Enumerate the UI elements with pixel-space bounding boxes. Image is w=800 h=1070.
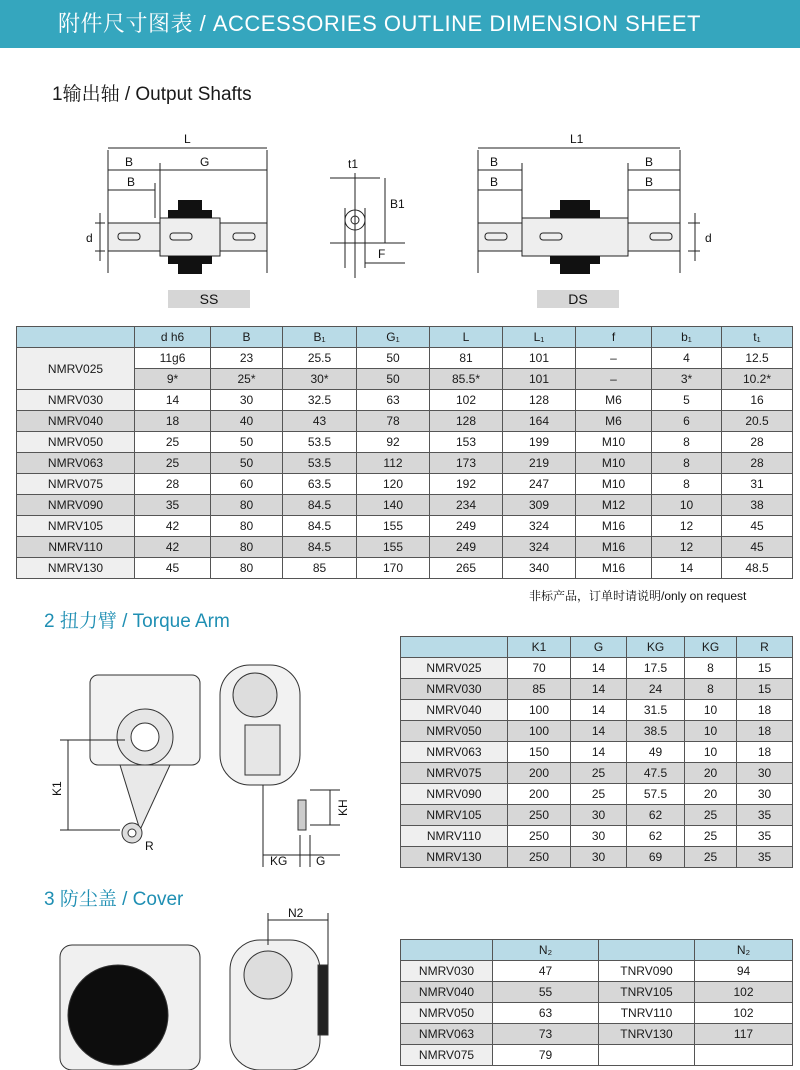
table-cell: 84.5 bbox=[283, 516, 357, 537]
table-cell: 340 bbox=[503, 558, 576, 579]
table-cell: 250 bbox=[508, 847, 571, 868]
table-cell: 128 bbox=[430, 411, 503, 432]
model-cell: NMRV063 bbox=[401, 1024, 493, 1045]
table-cell: 79 bbox=[493, 1045, 599, 1066]
table-row bbox=[401, 961, 793, 982]
request-note: 非标产品，订单时请说明/only on request bbox=[529, 589, 747, 603]
table-cell: 32.5 bbox=[283, 390, 357, 411]
dim-label-F: F bbox=[378, 247, 386, 261]
header-cell: KG bbox=[685, 637, 737, 658]
header-cell: L bbox=[430, 327, 503, 348]
model-cell: NMRV110 bbox=[401, 826, 508, 847]
table-cell: 18 bbox=[135, 411, 211, 432]
table-cell: 63.5 bbox=[283, 474, 357, 495]
header-cell bbox=[599, 940, 695, 961]
table-cell: 25* bbox=[211, 369, 283, 390]
table-cell: 25 bbox=[571, 784, 627, 805]
header-cell bbox=[401, 940, 493, 961]
header-cell: f bbox=[576, 327, 652, 348]
table-cell: 50 bbox=[357, 369, 430, 390]
table-cell: 28 bbox=[722, 453, 793, 474]
model-cell: NMRV130 bbox=[401, 847, 508, 868]
model-cell: NMRV050 bbox=[401, 721, 508, 742]
table-cell: 35 bbox=[737, 847, 793, 868]
table-cell: 140 bbox=[357, 495, 430, 516]
table-row bbox=[401, 679, 793, 700]
table-cell: M6 bbox=[576, 390, 652, 411]
table-cell: 85 bbox=[508, 679, 571, 700]
table-cell: 102 bbox=[695, 1003, 793, 1024]
table-row bbox=[17, 411, 793, 432]
dim-label-ds-d: d bbox=[705, 231, 712, 245]
header-cell: B₁ bbox=[283, 327, 357, 348]
table-cell: 42 bbox=[135, 516, 211, 537]
table-cell: 35 bbox=[737, 826, 793, 847]
table-cell: 38.5 bbox=[627, 721, 685, 742]
table-cell: 8 bbox=[685, 679, 737, 700]
table-cell: 53.5 bbox=[283, 432, 357, 453]
table-cell: 10 bbox=[685, 721, 737, 742]
table-cell: 30 bbox=[211, 390, 283, 411]
page-header: 附件尺寸图表 / ACCESSORIES OUTLINE DIMENSION SHEET bbox=[0, 0, 800, 48]
header-cell: K1 bbox=[508, 637, 571, 658]
table-row bbox=[401, 826, 793, 847]
table-cell: 8 bbox=[685, 658, 737, 679]
model-cell: NMRV075 bbox=[401, 1045, 493, 1066]
table-cell: 117 bbox=[695, 1024, 793, 1045]
table-row bbox=[401, 1045, 793, 1066]
table-cell: M12 bbox=[576, 495, 652, 516]
header-cell: G bbox=[571, 637, 627, 658]
table-cell: 62 bbox=[627, 826, 685, 847]
dim-label-ds-B: B bbox=[490, 175, 499, 189]
table-cell: M16 bbox=[576, 537, 652, 558]
table-row bbox=[17, 558, 793, 579]
table-cell: 12 bbox=[652, 537, 722, 558]
table-cell: 10 bbox=[685, 742, 737, 763]
table-cell: 164 bbox=[503, 411, 576, 432]
table-cell: 200 bbox=[508, 784, 571, 805]
dim-label-d: d bbox=[86, 231, 93, 245]
table-cell: 324 bbox=[503, 516, 576, 537]
model-cell: NMRV030 bbox=[401, 679, 508, 700]
ss-label: SS bbox=[168, 290, 250, 308]
table-cell: 25 bbox=[135, 432, 211, 453]
table-cell bbox=[599, 1045, 695, 1066]
table-cell: 25.5 bbox=[283, 348, 357, 369]
dim-label-L1: L1 bbox=[570, 132, 584, 146]
table-cell: 265 bbox=[430, 558, 503, 579]
model-cell: NMRV063 bbox=[17, 453, 135, 474]
table-cell: 25 bbox=[571, 763, 627, 784]
table-cell: 14 bbox=[571, 700, 627, 721]
table-row bbox=[17, 495, 793, 516]
table-cell: 30 bbox=[571, 805, 627, 826]
table-cell: 50 bbox=[357, 348, 430, 369]
header-cell: N₂ bbox=[695, 940, 793, 961]
header-cell: t₁ bbox=[722, 327, 793, 348]
table-cell: TNRV110 bbox=[599, 1003, 695, 1024]
table-cell: 63 bbox=[357, 390, 430, 411]
table-cell: 173 bbox=[430, 453, 503, 474]
table-cell: – bbox=[576, 348, 652, 369]
dim-label-ds-B-right: B bbox=[645, 175, 654, 189]
model-cell: NMRV075 bbox=[401, 763, 508, 784]
table-cell: 31.5 bbox=[627, 700, 685, 721]
model-cell: NMRV075 bbox=[17, 474, 135, 495]
table-cell: 23 bbox=[211, 348, 283, 369]
table-cell: 92 bbox=[357, 432, 430, 453]
cover-table bbox=[400, 939, 793, 1066]
table-cell: 14 bbox=[135, 390, 211, 411]
table-row bbox=[17, 516, 793, 537]
model-cell: NMRV040 bbox=[17, 411, 135, 432]
torque-arm-drawings bbox=[20, 645, 380, 875]
table-row bbox=[401, 1024, 793, 1045]
dim-label-ds-B1: B bbox=[490, 155, 499, 169]
table-cell: 120 bbox=[357, 474, 430, 495]
table-cell: 25 bbox=[135, 453, 211, 474]
table-cell: 81 bbox=[430, 348, 503, 369]
table-cell: 63 bbox=[493, 1003, 599, 1024]
table-cell: 45 bbox=[722, 516, 793, 537]
table-cell: 78 bbox=[357, 411, 430, 432]
model-cell: NMRV025 bbox=[17, 348, 135, 390]
table-cell: 35 bbox=[737, 805, 793, 826]
table-cell: 18 bbox=[737, 700, 793, 721]
table-row bbox=[401, 763, 793, 784]
model-cell: NMRV050 bbox=[401, 1003, 493, 1024]
table-cell: 45 bbox=[722, 537, 793, 558]
header-cell: d h6 bbox=[135, 327, 211, 348]
table-row bbox=[401, 700, 793, 721]
header-cell bbox=[17, 327, 135, 348]
model-cell: NMRV040 bbox=[401, 982, 493, 1003]
model-cell: NMRV030 bbox=[401, 961, 493, 982]
cover-drawings bbox=[40, 905, 360, 1070]
table-cell: 80 bbox=[211, 558, 283, 579]
table-cell: 102 bbox=[430, 390, 503, 411]
table-cell: 250 bbox=[508, 826, 571, 847]
table-cell: 84.5 bbox=[283, 495, 357, 516]
table-cell: 250 bbox=[508, 805, 571, 826]
dim-label-KG: KG bbox=[270, 854, 288, 868]
table-row bbox=[401, 721, 793, 742]
table-cell: 8 bbox=[652, 453, 722, 474]
ds-label: DS bbox=[537, 290, 619, 308]
table-row bbox=[401, 742, 793, 763]
dim-label-KH: KH bbox=[336, 799, 350, 816]
table-cell: 12.5 bbox=[722, 348, 793, 369]
table-cell: M10 bbox=[576, 474, 652, 495]
dim-label-t1: t1 bbox=[348, 157, 359, 171]
table-cell: 100 bbox=[508, 721, 571, 742]
table-cell: 30 bbox=[737, 763, 793, 784]
table-cell: 84.5 bbox=[283, 537, 357, 558]
header-cell: R bbox=[737, 637, 793, 658]
table-cell: 20.5 bbox=[722, 411, 793, 432]
model-cell: NMRV030 bbox=[17, 390, 135, 411]
dim-label-R: R bbox=[145, 839, 154, 853]
table-row bbox=[17, 474, 793, 495]
table-cell: 199 bbox=[503, 432, 576, 453]
model-cell: NMRV040 bbox=[401, 700, 508, 721]
table-cell: 309 bbox=[503, 495, 576, 516]
table-cell: 20 bbox=[685, 763, 737, 784]
table-cell: 200 bbox=[508, 763, 571, 784]
table-cell bbox=[695, 1045, 793, 1066]
table-cell: 50 bbox=[211, 453, 283, 474]
table-cell: 249 bbox=[430, 516, 503, 537]
table-cell: 102 bbox=[695, 982, 793, 1003]
table-cell: 94 bbox=[695, 961, 793, 982]
table-cell: 219 bbox=[503, 453, 576, 474]
table-cell: 50 bbox=[211, 432, 283, 453]
table-cell: 25 bbox=[685, 826, 737, 847]
table-cell: 80 bbox=[211, 537, 283, 558]
table-cell: 62 bbox=[627, 805, 685, 826]
table-cell: 25 bbox=[685, 805, 737, 826]
table-row bbox=[401, 805, 793, 826]
table-row bbox=[17, 537, 793, 558]
table-cell: 20 bbox=[685, 784, 737, 805]
section-title-cover: 3 防尘盖 / Cover bbox=[44, 889, 184, 910]
table-cell: 170 bbox=[357, 558, 430, 579]
table-cell: 14 bbox=[571, 742, 627, 763]
table-cell: 3* bbox=[652, 369, 722, 390]
table-cell: M10 bbox=[576, 432, 652, 453]
dim-label-ds-B1-right: B bbox=[645, 155, 654, 169]
table-cell: 14 bbox=[571, 721, 627, 742]
table-cell: 14 bbox=[571, 679, 627, 700]
table-row bbox=[401, 784, 793, 805]
table-cell: 17.5 bbox=[627, 658, 685, 679]
table-cell: 30* bbox=[283, 369, 357, 390]
dim-label-B: B bbox=[127, 175, 136, 189]
model-cell: NMRV050 bbox=[17, 432, 135, 453]
table-cell: 25 bbox=[685, 847, 737, 868]
table-cell: 73 bbox=[493, 1024, 599, 1045]
table-cell: 18 bbox=[737, 721, 793, 742]
table-cell: 6 bbox=[652, 411, 722, 432]
dim-label-B1: B bbox=[125, 155, 134, 169]
table-cell: TNRV105 bbox=[599, 982, 695, 1003]
table-cell: 85 bbox=[283, 558, 357, 579]
table-cell: 155 bbox=[357, 516, 430, 537]
dim-label-K1: K1 bbox=[50, 781, 64, 796]
header-cell: b₁ bbox=[652, 327, 722, 348]
table-cell: 14 bbox=[571, 658, 627, 679]
dim-label-G: G bbox=[316, 854, 326, 868]
table-cell: 112 bbox=[357, 453, 430, 474]
table-cell: 70 bbox=[508, 658, 571, 679]
table-cell: 69 bbox=[627, 847, 685, 868]
table-cell: 153 bbox=[430, 432, 503, 453]
table-cell: 45 bbox=[135, 558, 211, 579]
table-cell: 249 bbox=[430, 537, 503, 558]
table-cell: 8 bbox=[652, 474, 722, 495]
section-title-output-shafts: 1输出轴 / Output Shafts bbox=[52, 84, 252, 105]
table-cell: 101 bbox=[503, 369, 576, 390]
table-cell: 14 bbox=[652, 558, 722, 579]
table-cell: 24 bbox=[627, 679, 685, 700]
header-cell: B bbox=[211, 327, 283, 348]
table-cell: M6 bbox=[576, 411, 652, 432]
table-row bbox=[401, 658, 793, 679]
table-cell: 247 bbox=[503, 474, 576, 495]
table-cell: 12 bbox=[652, 516, 722, 537]
table-cell: M16 bbox=[576, 516, 652, 537]
table-cell: 18 bbox=[737, 742, 793, 763]
table-cell: 85.5* bbox=[430, 369, 503, 390]
table-cell: 234 bbox=[430, 495, 503, 516]
header-cell: N₂ bbox=[493, 940, 599, 961]
table-cell: 30 bbox=[737, 784, 793, 805]
table-cell: 28 bbox=[135, 474, 211, 495]
table-cell: 40 bbox=[211, 411, 283, 432]
table-cell: 10 bbox=[685, 700, 737, 721]
table-cell: 192 bbox=[430, 474, 503, 495]
table-cell: 35 bbox=[135, 495, 211, 516]
table-cell: TNRV130 bbox=[599, 1024, 695, 1045]
model-cell: NMRV105 bbox=[17, 516, 135, 537]
table-cell: 47.5 bbox=[627, 763, 685, 784]
table-cell: 4 bbox=[652, 348, 722, 369]
table-row bbox=[17, 348, 793, 369]
table-cell: M16 bbox=[576, 558, 652, 579]
table-cell: 55 bbox=[493, 982, 599, 1003]
table-cell: 53.5 bbox=[283, 453, 357, 474]
table-cell: 80 bbox=[211, 495, 283, 516]
table-cell: 16 bbox=[722, 390, 793, 411]
table-cell: 42 bbox=[135, 537, 211, 558]
table-cell: 31 bbox=[722, 474, 793, 495]
dim-label-L: L bbox=[184, 132, 191, 146]
header-cell: G₁ bbox=[357, 327, 430, 348]
table-cell: 324 bbox=[503, 537, 576, 558]
table-cell: 30 bbox=[571, 847, 627, 868]
table-cell: 100 bbox=[508, 700, 571, 721]
model-cell: NMRV090 bbox=[17, 495, 135, 516]
table-cell: 15 bbox=[737, 658, 793, 679]
table-cell: 155 bbox=[357, 537, 430, 558]
table-cell: 80 bbox=[211, 516, 283, 537]
table-cell: 9* bbox=[135, 369, 211, 390]
table-cell: 28 bbox=[722, 432, 793, 453]
table-cell: 5 bbox=[652, 390, 722, 411]
table-cell: 10.2* bbox=[722, 369, 793, 390]
table-cell: 38 bbox=[722, 495, 793, 516]
header-cell: L₁ bbox=[503, 327, 576, 348]
section-title-torque-arm: 2 扭力臂 / Torque Arm bbox=[44, 611, 230, 632]
table-cell: 60 bbox=[211, 474, 283, 495]
table-row bbox=[401, 982, 793, 1003]
table-cell: 11g6 bbox=[135, 348, 211, 369]
table-cell: – bbox=[576, 369, 652, 390]
table-cell: 101 bbox=[503, 348, 576, 369]
model-cell: NMRV130 bbox=[17, 558, 135, 579]
model-cell: NMRV105 bbox=[401, 805, 508, 826]
table-cell: 57.5 bbox=[627, 784, 685, 805]
dim-label-N2: N2 bbox=[288, 906, 304, 920]
header-cell bbox=[401, 637, 508, 658]
header-cell: KG bbox=[627, 637, 685, 658]
table-row bbox=[17, 432, 793, 453]
table-cell: TNRV090 bbox=[599, 961, 695, 982]
output-shafts-table bbox=[16, 326, 793, 579]
dim-label-G1: G bbox=[200, 155, 210, 169]
table-cell: 10 bbox=[652, 495, 722, 516]
table-cell: 8 bbox=[652, 432, 722, 453]
table-cell: 150 bbox=[508, 742, 571, 763]
model-cell: NMRV090 bbox=[401, 784, 508, 805]
table-cell: 43 bbox=[283, 411, 357, 432]
dim-label-B1v: B1 bbox=[390, 197, 405, 211]
output-shaft-drawings bbox=[60, 128, 740, 288]
table-cell: 30 bbox=[571, 826, 627, 847]
model-cell: NMRV063 bbox=[401, 742, 508, 763]
table-row bbox=[401, 1003, 793, 1024]
table-cell: 47 bbox=[493, 961, 599, 982]
table-row bbox=[401, 847, 793, 868]
table-row bbox=[17, 390, 793, 411]
model-cell: NMRV025 bbox=[401, 658, 508, 679]
table-cell: 128 bbox=[503, 390, 576, 411]
model-cell: NMRV110 bbox=[17, 537, 135, 558]
table-cell: 15 bbox=[737, 679, 793, 700]
table-cell: 48.5 bbox=[722, 558, 793, 579]
torque-arm-table bbox=[400, 636, 793, 868]
table-cell: M10 bbox=[576, 453, 652, 474]
table-row bbox=[17, 453, 793, 474]
table-cell: 49 bbox=[627, 742, 685, 763]
